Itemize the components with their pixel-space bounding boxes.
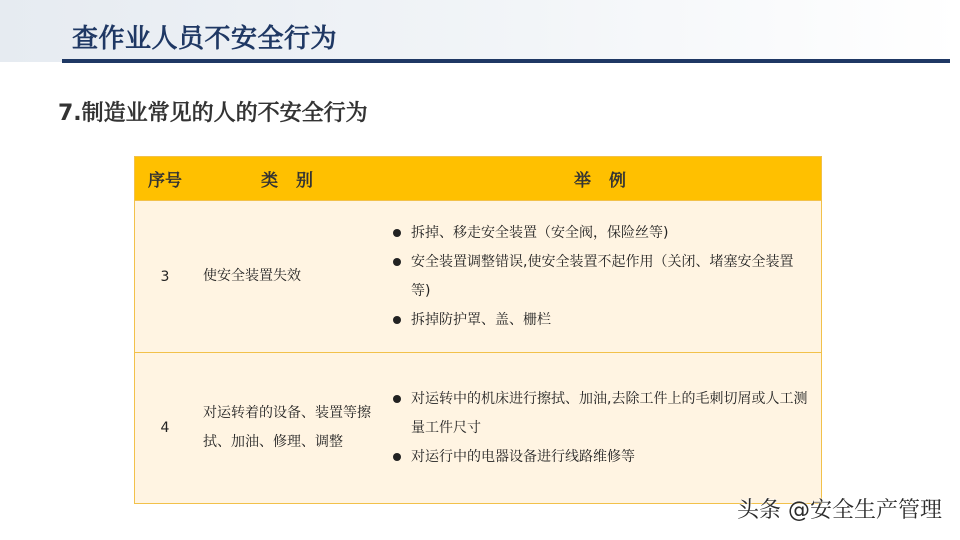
list-item (393, 385, 808, 443)
header-divider (62, 59, 950, 63)
row-examples (385, 353, 821, 503)
row-category: 使安全装置失效 (203, 268, 301, 284)
column-header-examples: 举 例 (574, 171, 632, 191)
bullet-icon (393, 395, 401, 403)
example-list (393, 385, 808, 472)
row-examples (385, 201, 821, 352)
example-text: 对运行中的电器设备进行线路维修等 (411, 448, 635, 465)
example-text: 拆掉防护罩、盖、栅栏 (411, 311, 551, 328)
list-item (393, 443, 808, 472)
row-number: 3 (160, 268, 170, 285)
bullet-icon (393, 229, 401, 237)
watermark-text: 头条 @安全生产管理 (737, 498, 942, 523)
example-text: 安全装置调整错误,使安全装置不起作用（关闭、堵塞安全装置等) (411, 253, 794, 299)
column-header-number: 序号 (148, 171, 182, 191)
list-item (393, 219, 808, 248)
section-subtitle: 7.制造业常见的人的不安全行为 (58, 101, 368, 126)
example-text: 对运转中的机床进行擦拭、加油,去除工件上的毛刺切屑或人工测量工件尺寸 (411, 390, 808, 436)
example-list (393, 219, 808, 335)
bullet-icon (393, 258, 401, 266)
table-row (135, 200, 821, 352)
list-item (393, 248, 808, 306)
table-row (135, 352, 821, 503)
column-header-category: 类 别 (261, 171, 319, 191)
list-item (393, 306, 808, 335)
header-bar (0, 0, 960, 62)
slide-title: 查作业人员不安全行为 (72, 24, 338, 54)
bullet-icon (393, 316, 401, 324)
unsafe-behavior-table (134, 156, 822, 504)
table-header-row (135, 157, 821, 200)
row-number: 4 (160, 420, 170, 436)
example-text: 拆掉、移走安全装置（安全阀，保险丝等) (411, 224, 669, 241)
row-category: 对运转着的设备、装置等擦拭、加油、修理、调整 (203, 405, 371, 450)
bullet-icon (393, 453, 401, 461)
